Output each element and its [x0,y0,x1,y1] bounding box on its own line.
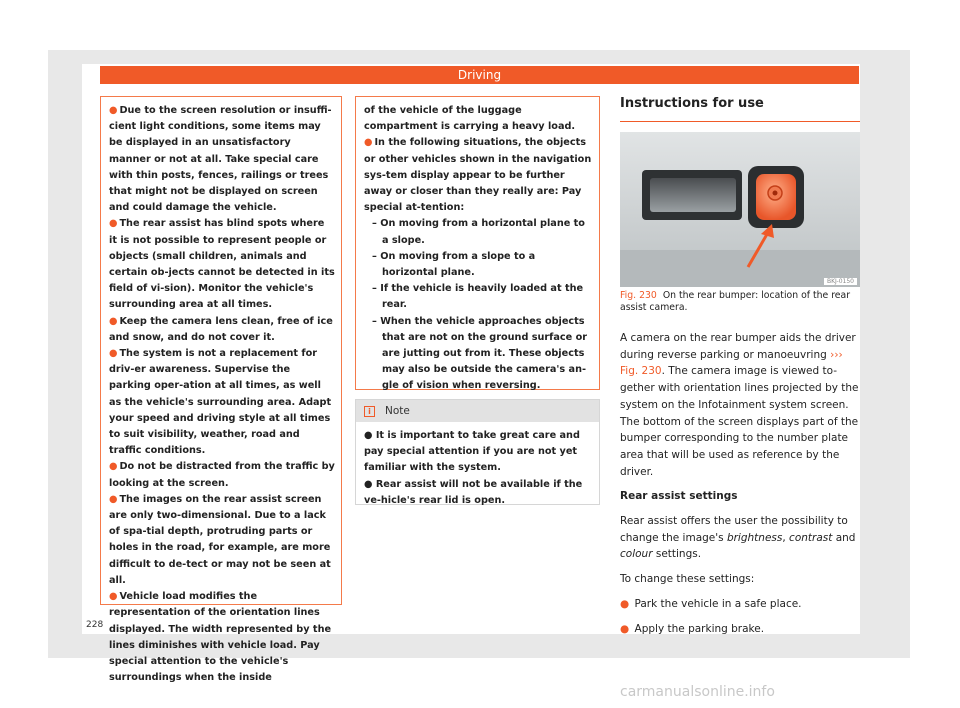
page-number: 228 [86,620,104,630]
bullet-icon: ● [364,137,373,149]
paragraph: To change these settings: [620,573,755,586]
note-header [356,400,599,422]
bumper-illustration [620,132,860,287]
chapter-header: Driving [100,66,859,84]
note-item: ● It is important to take great care and pay special attention if you are not yet familiar with the system. [364,430,580,474]
warning-item: ● In the following situations, the objects or other vehicles shown in the navigation sys-tem display appear to be further away or closer than they really are: Pay special at-tention: [364,137,592,214]
info-icon: i [364,406,375,417]
warning-box-middle [355,96,600,390]
bullet-icon: ● [620,597,630,610]
paragraph: A camera on the rear bumper aids the driver during reverse parking or manoeuvring ››› Fig. 230. The camera image is viewed to-gether with orientation lines projected by the system on the Infotainment system screen. The bottom of the screen displays part of the bumper corresponding to the number plate area that will be used as reference by the driver. [620,332,859,478]
section-body [620,330,860,645]
warning-item: ● The images on the rear assist screen are only two-dimensional. Due to a lack of spa-tial depth, protruding parts or holes in the road, for example, are more difficult to de-tect or may not be seen at all. [109,493,331,586]
bullet-icon: ● [109,105,118,116]
warning-box-left [100,96,342,684]
warning-item: ● The rear assist has blind spots where it is not possible to represent people or objects (small children, animals and certain ob-jects cannot be detected in its field of vi-sion). Monitor the vehicle's surrounding area at all times. [109,218,335,311]
note-item: ● Rear assist will not be available if the ve-hicle's rear lid is open. [364,478,583,506]
bullet-icon: ● [109,348,118,360]
section-title: Instructions for use [620,96,860,122]
subheading: Rear assist settings [620,490,738,503]
warning-subitem: – On moving from a slope to a horizontal plane. [372,250,536,279]
note-title: Note [385,405,410,417]
step-item: ● Apply the parking brake. [620,622,765,635]
bullet-icon: ● [109,493,118,505]
warning-item: ● Do not be distracted from the traffic by looking at the screen. [109,461,335,489]
warning-subitem: – When the vehicle approaches objects that are not on the ground surface or are jutting out from it. These objects may also be outside the camera's an-gle of vision when reversing. [372,315,588,392]
warning-continuation: of the vehicle of the luggage compartment is carrying a heavy load. [364,105,576,133]
bullet-icon: ● [109,461,118,473]
bullet-icon: ● [109,218,118,230]
paragraph: Rear assist offers the user the possibility to change the image's brightness, contrast and colour settings. [620,515,856,561]
warning-subitem: – On moving from a horizontal plane to a slope. [372,218,585,246]
figure-number: Fig. 230 [620,290,657,301]
step-item: ● Park the vehicle in a safe place. [620,597,802,610]
bullet-icon: ● [620,622,630,635]
bullet-icon: ● [109,315,118,327]
watermark: carmanualsonline.info [620,684,775,700]
warning-item: ● The system is not a replacement for driv-er awareness. Supervise the parking oper-ation at all times, as well as the vehicle's surrounding area. Adapt your speed and driving style at all times to suit visibility, weather, road and traffic conditions. [109,348,332,457]
figure-reference-link[interactable]: ››› Fig. 230 [620,348,843,378]
warning-item: ● Vehicle load modifies the representation of the orientation lines displayed. The width represented by the lines diminishes with vehicle load. Pay special attention to the vehicle's surroundings when the inside [109,591,332,684]
figure-caption: Fig. 230 On the rear bumper: location of the rear assist camera. [620,290,851,313]
warning-item: ● Keep the camera lens clean, free of ice and snow, and do not cover it. [109,315,333,343]
warning-subitem: – If the vehicle is heavily loaded at the rear. [372,283,584,311]
bullet-icon: ● [109,591,118,603]
warning-item: ● Due to the screen resolution or insuffi-cient light conditions, some items may be displayed in an unsatisfactory manner or not at all. Take special care with thin posts, fences, railings or trees that might not be displayed on screen and could damage the vehicle. [109,105,332,214]
note-box [355,399,600,505]
figure-tag: BKJ-0150 [824,278,857,285]
figure-rear-bumper [620,132,860,287]
